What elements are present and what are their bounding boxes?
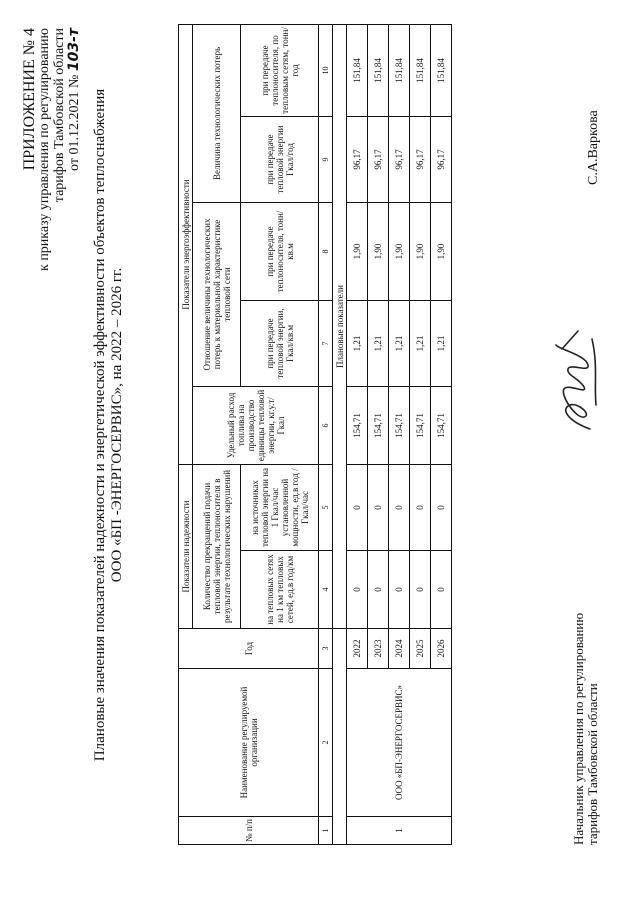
cell-c9: 96,17 xyxy=(410,116,431,202)
cell-c7: 1,21 xyxy=(431,300,452,386)
col-header-org: Наименование регулируемой организации xyxy=(179,669,319,817)
cell-c10: 151,84 xyxy=(431,24,452,116)
column-number: 4 xyxy=(319,551,333,629)
organization-name: ООО «БП-ЭНЕРГОСЕРВИС» xyxy=(347,669,452,817)
cell-c7: 1,21 xyxy=(410,300,431,386)
col-header-no: № п/п xyxy=(179,817,319,845)
cell-c8: 1,90 xyxy=(410,202,431,300)
row-number: 1 xyxy=(347,817,452,845)
cell-c7: 1,21 xyxy=(368,300,389,386)
cell-c8: 1,90 xyxy=(431,202,452,300)
cell-c4: 0 xyxy=(410,551,431,629)
subheader-losses: Величина технологических потерь xyxy=(193,24,241,202)
cell-c8: 1,90 xyxy=(347,202,368,300)
column-number: 10 xyxy=(319,24,333,116)
cell-year: 2025 xyxy=(410,629,431,669)
signatory-position-line-2: тарифов Тамбовской области xyxy=(585,683,600,845)
column-number: 9 xyxy=(319,116,333,202)
plan-band-label: Плановые показатели xyxy=(333,24,347,628)
col-header-year: Год xyxy=(179,629,319,669)
cell-c9: 96,17 xyxy=(368,116,389,202)
cell-c8: 1,90 xyxy=(389,202,410,300)
cell-c6: 154,71 xyxy=(368,386,389,464)
cell-c4: 0 xyxy=(389,551,410,629)
table-row xyxy=(347,24,368,844)
cell-c8: 1,90 xyxy=(368,202,389,300)
cell-c4: 0 xyxy=(431,551,452,629)
signatory-position xyxy=(572,613,600,845)
cell-c6: 154,71 xyxy=(389,386,410,464)
column-number-row xyxy=(319,24,333,844)
document-title-line-2: ООО «БП -ЭНЕРГОСЕРВИС», на 2022 – 2026 гг. xyxy=(109,267,125,583)
cell-c5: 0 xyxy=(389,464,410,550)
column-number: 6 xyxy=(319,386,333,464)
annex-line-3: тарифов Тамбовской области xyxy=(52,28,67,203)
cell-c4: 0 xyxy=(368,551,389,629)
signatory-name: С.А.Варкова xyxy=(586,110,601,185)
cell-c10: 151,84 xyxy=(347,24,368,116)
group-header-efficiency: Показатели энергоэффективности xyxy=(179,24,193,464)
col-header-4: на тепловых сетях на 1 км тепловых сетей, ед.в год/км xyxy=(241,551,319,629)
handwritten-signature xyxy=(548,325,604,435)
subheader-loss-ratio: Отношение величины технологических потерь к материальной характеристике тепловой сети xyxy=(193,202,241,386)
column-number: 2 xyxy=(319,669,333,817)
column-number: 3 xyxy=(319,629,333,669)
col-header-10: при передаче теплоносителя, по тепловым сетям, тонн/год xyxy=(241,24,319,116)
annex-line-2: к приказу управления по регулированию xyxy=(37,28,52,271)
col-header-9: при передаче тепловой энергии Гкал/год xyxy=(241,116,319,202)
cell-c5: 0 xyxy=(431,464,452,550)
col-header-6: Удельный расход топлива на производство единицы тепловой энергии, кг.у.т/Гкал xyxy=(193,386,319,464)
cell-c7: 1,21 xyxy=(347,300,368,386)
cell-year: 2024 xyxy=(389,629,410,669)
cell-year: 2023 xyxy=(368,629,389,669)
column-number: 5 xyxy=(319,464,333,550)
cell-c9: 96,17 xyxy=(431,116,452,202)
subheader-interruptions: Количество прекращений подачи тепловой энергии, теплоносителя в результате технологических нарушений xyxy=(193,464,241,628)
cell-c6: 154,71 xyxy=(410,386,431,464)
annex-order-number: 103-т xyxy=(66,28,82,72)
cell-c5: 0 xyxy=(410,464,431,550)
cell-c9: 96,17 xyxy=(347,116,368,202)
annex-header xyxy=(22,28,82,358)
annex-title: ПРИЛОЖЕНИЕ № 4 xyxy=(21,28,38,171)
cell-c9: 96,17 xyxy=(389,116,410,202)
indicators-table xyxy=(178,24,452,845)
cell-year: 2022 xyxy=(347,629,368,669)
cell-c4: 0 xyxy=(347,551,368,629)
signatory-position-line-1: Начальник управления по регулированию xyxy=(571,612,586,845)
cell-c5: 0 xyxy=(347,464,368,550)
cell-c10: 151,84 xyxy=(368,24,389,116)
document-title-line-1: Плановые значения показателей надежности и энергетической эффективности объектов теплоснабжения xyxy=(92,88,108,762)
column-number: 1 xyxy=(319,817,333,845)
cell-c10: 151,84 xyxy=(410,24,431,116)
cell-c5: 0 xyxy=(368,464,389,550)
cell-year: 2026 xyxy=(431,629,452,669)
document-title xyxy=(92,45,126,805)
cell-c6: 154,71 xyxy=(431,386,452,464)
plan-band-row xyxy=(333,24,347,844)
column-number: 7 xyxy=(319,300,333,386)
col-header-8: при передаче теплоносителя, тонн/кв.м xyxy=(241,202,319,300)
col-header-7: при передаче тепловой энергии, Гкал/кв.м xyxy=(241,300,319,386)
cell-c10: 151,84 xyxy=(389,24,410,116)
column-number: 8 xyxy=(319,202,333,300)
cell-c6: 154,71 xyxy=(347,386,368,464)
col-header-5: на источниках тепловой энергии на 1 Гкал/час установленной мощности, ед.в год /Гкал/час xyxy=(241,464,319,550)
cell-c7: 1,21 xyxy=(389,300,410,386)
group-header-reliability: Показатели надежности xyxy=(179,464,193,628)
annex-line-4: от 01.12.2021 № xyxy=(67,74,82,171)
